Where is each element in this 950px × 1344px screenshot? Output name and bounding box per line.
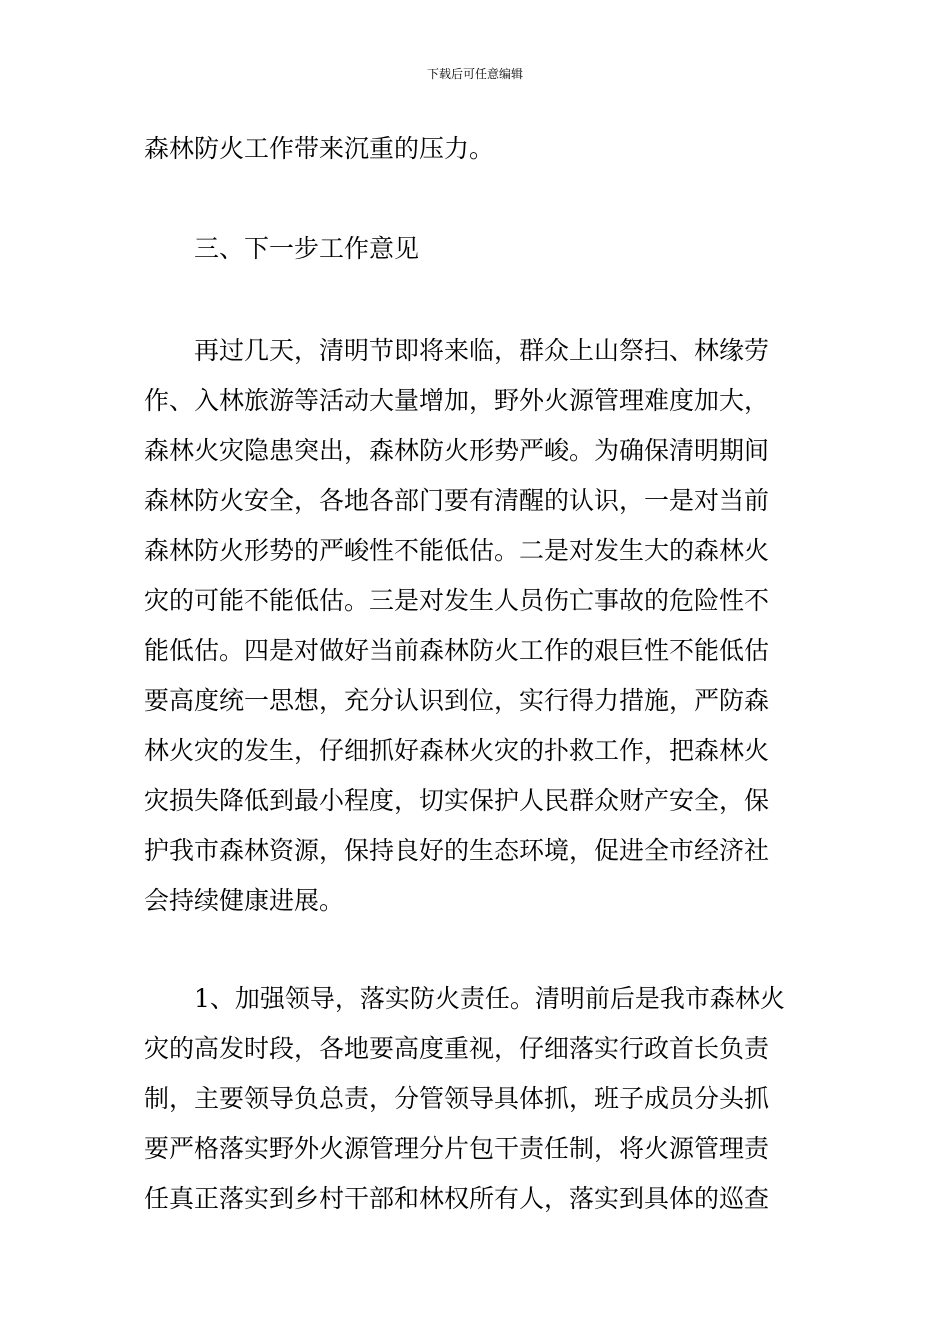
text-line: 森林火灾隐患突出，森林防火形势严峻。为确保清明期间 [144, 436, 770, 465]
continuation-text [144, 124, 806, 174]
text-line: 要严格落实野外火源管理分片包干责任制，将火源管理责 [144, 1134, 770, 1163]
text-line: 护我市森林资源，保持良好的生态环境，促进全市经济社 [144, 836, 770, 865]
text-line: 作、入林旅游等活动大量增加，野外火源管理难度加大， [144, 386, 770, 415]
text-line: 任真正落实到乡村干部和林权所有人，落实到具体的巡查 [144, 1184, 770, 1213]
text-line: 会持续健康进展。 [144, 886, 345, 915]
text-line: 森林防火工作带来沉重的压力。 [144, 134, 495, 163]
text-line: 灾的高发时段，各地要高度重视，仔细落实行政首长负责 [144, 1034, 770, 1063]
text-line: 再过几天，清明节即将来临，群众上山祭扫、林缘劳 [194, 336, 770, 365]
paragraph-2 [144, 974, 806, 1224]
header-note: 下载后可任意编辑 [426, 67, 523, 81]
section-heading: 三、下一步工作意见 [194, 234, 420, 263]
text-line: 森林防火安全，各地各部门要有清醒的认识，一是对当前 [144, 486, 770, 515]
text-line: 制，主要领导负总责，分管领导具体抓，班子成员分头抓 [144, 1084, 770, 1113]
text-line: 要高度统一思想，充分认识到位，实行得力措施，严防森 [144, 686, 770, 715]
text-line: 1、加强领导，落实防火责任。清明前后是我市森林火 [194, 984, 785, 1013]
text-line: 灾损失降低到最小程度，切实保护人民群众财产安全，保 [144, 786, 770, 815]
text-line: 林火灾的发生，仔细抓好森林火灾的扑救工作，把森林火 [144, 736, 770, 765]
text-line: 森林防火形势的严峻性不能低估。二是对发生大的森林火 [144, 536, 770, 565]
text-line: 灾的可能不能低估。三是对发生人员伤亡事故的危险性不 [144, 586, 770, 615]
text-line: 能低估。四是对做好当前森林防火工作的艰巨性不能低估 [144, 636, 770, 665]
section-heading-block [144, 224, 806, 274]
paragraph-1 [144, 326, 806, 926]
